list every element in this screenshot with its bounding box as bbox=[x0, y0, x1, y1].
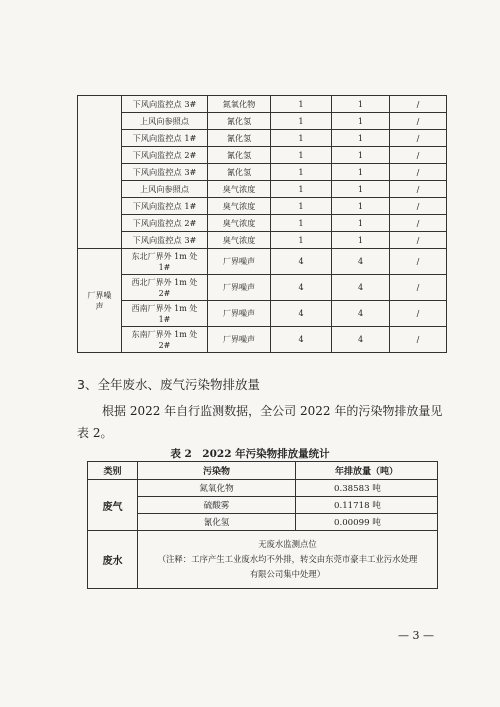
count-cell: 4 bbox=[332, 249, 390, 275]
count-cell: 4 bbox=[271, 249, 332, 275]
monitor-point: 下风向监控点 3# bbox=[122, 164, 208, 181]
noise-point-line1: 东南厂界外 1m 处 bbox=[131, 329, 198, 339]
table-row bbox=[88, 480, 438, 497]
noise-point bbox=[122, 301, 208, 327]
monitor-item: 氮氧化物 bbox=[208, 96, 271, 113]
count-cell: 1 bbox=[271, 147, 332, 164]
monitor-item: 臭气浓度 bbox=[208, 232, 271, 249]
section-heading: 3、全年废水、废气污染物排放量 bbox=[77, 377, 260, 392]
note-cell: / bbox=[390, 215, 447, 232]
count-cell: 1 bbox=[332, 147, 390, 164]
note-cell: / bbox=[390, 301, 447, 327]
water-note-cell bbox=[138, 531, 438, 589]
note-cell: / bbox=[390, 113, 447, 130]
group-cell-blank bbox=[78, 96, 122, 249]
table-row bbox=[78, 249, 447, 275]
noise-point-line1: 东北厂界外 1m 处 bbox=[131, 251, 198, 261]
note-cell: / bbox=[390, 130, 447, 147]
table-row bbox=[78, 275, 447, 301]
count-cell: 1 bbox=[332, 215, 390, 232]
noise-group-label bbox=[78, 249, 122, 353]
pollutant-cell: 氮氧化物 bbox=[138, 480, 296, 497]
monitor-point: 下风向监控点 1# bbox=[122, 198, 208, 215]
category-gas: 废气 bbox=[88, 480, 138, 531]
table-row bbox=[78, 215, 447, 232]
monitor-item: 厂界噪声 bbox=[208, 249, 271, 275]
table-row bbox=[78, 198, 447, 215]
header-category: 类别 bbox=[88, 462, 138, 480]
table-row bbox=[78, 164, 447, 181]
note-cell: / bbox=[390, 232, 447, 249]
page-number: — 3 — bbox=[398, 629, 434, 642]
monitor-point: 下风向监控点 2# bbox=[122, 215, 208, 232]
noise-point-line1: 西北厂界外 1m 处 bbox=[131, 277, 198, 287]
table-row bbox=[78, 113, 447, 130]
count-cell: 1 bbox=[271, 198, 332, 215]
count-cell: 1 bbox=[271, 215, 332, 232]
table-row bbox=[78, 96, 447, 113]
table-row bbox=[78, 327, 447, 353]
emission-table bbox=[87, 461, 438, 589]
category-water: 废水 bbox=[88, 531, 138, 589]
monitor-item: 氰化氢 bbox=[208, 130, 271, 147]
monitor-item: 厂界噪声 bbox=[208, 301, 271, 327]
header-amount: 年排放量（吨） bbox=[296, 462, 438, 480]
amount-cell: 0.11718 吨 bbox=[296, 497, 438, 514]
count-cell: 1 bbox=[332, 181, 390, 198]
count-cell: 1 bbox=[271, 232, 332, 249]
table-caption: 表 2 2022 年污染物排放量统计 bbox=[170, 448, 330, 460]
note-cell: / bbox=[390, 147, 447, 164]
count-cell: 4 bbox=[271, 301, 332, 327]
count-cell: 1 bbox=[271, 181, 332, 198]
water-note-line3: 有限公司集中处理） bbox=[249, 569, 326, 579]
pollutant-cell: 硫酸雾 bbox=[138, 497, 296, 514]
count-cell: 1 bbox=[332, 164, 390, 181]
monitoring-table bbox=[77, 95, 447, 353]
water-note-line1: 无废水监测点位 bbox=[258, 539, 317, 549]
count-cell: 1 bbox=[271, 130, 332, 147]
amount-cell: 0.00099 吨 bbox=[296, 514, 438, 531]
monitor-point: 下风向监控点 2# bbox=[122, 147, 208, 164]
monitor-item: 氰化氢 bbox=[208, 147, 271, 164]
table-row bbox=[78, 130, 447, 147]
monitor-item: 氰化氢 bbox=[208, 113, 271, 130]
noise-point-line1: 西南厂界外 1m 处 bbox=[131, 303, 198, 313]
noise-point-line2: 1# bbox=[158, 314, 171, 324]
noise-point bbox=[122, 249, 208, 275]
count-cell: 1 bbox=[271, 96, 332, 113]
count-cell: 1 bbox=[332, 130, 390, 147]
table-row bbox=[88, 531, 438, 589]
monitor-item: 氰化氢 bbox=[208, 164, 271, 181]
monitor-point: 上风向参照点 bbox=[122, 181, 208, 198]
table-row bbox=[88, 497, 438, 514]
pollutant-cell: 氰化氢 bbox=[138, 514, 296, 531]
note-cell: / bbox=[390, 275, 447, 301]
note-cell: / bbox=[390, 96, 447, 113]
monitor-item: 臭气浓度 bbox=[208, 215, 271, 232]
table-row bbox=[78, 147, 447, 164]
monitor-item: 臭气浓度 bbox=[208, 181, 271, 198]
count-cell: 1 bbox=[332, 96, 390, 113]
count-cell: 4 bbox=[271, 327, 332, 353]
water-note-line2: （注释：工序产生工业废水均不外排，转交由东莞市豪丰工业污水处理 bbox=[157, 554, 418, 564]
monitor-point: 下风向监控点 3# bbox=[122, 96, 208, 113]
noise-group-text: 厂界噪声 bbox=[87, 290, 112, 311]
count-cell: 4 bbox=[271, 275, 332, 301]
note-cell: / bbox=[390, 198, 447, 215]
noise-point-line2: 2# bbox=[158, 340, 171, 350]
amount-cell: 0.38583 吨 bbox=[296, 480, 438, 497]
note-cell: / bbox=[390, 327, 447, 353]
count-cell: 1 bbox=[332, 198, 390, 215]
header-pollutant: 污染物 bbox=[138, 462, 296, 480]
monitor-item: 臭气浓度 bbox=[208, 198, 271, 215]
table-row bbox=[88, 514, 438, 531]
noise-point bbox=[122, 275, 208, 301]
note-cell: / bbox=[390, 164, 447, 181]
monitor-point: 上风向参照点 bbox=[122, 113, 208, 130]
note-cell: / bbox=[390, 249, 447, 275]
monitor-point: 下风向监控点 3# bbox=[122, 232, 208, 249]
note-cell: / bbox=[390, 181, 447, 198]
section-paragraph: 根据 2022 年自行监测数据，全公司 2022 年的污染物排放量见表 2。 bbox=[77, 404, 443, 440]
monitor-item: 厂界噪声 bbox=[208, 327, 271, 353]
count-cell: 1 bbox=[332, 232, 390, 249]
noise-point-line2: 1# bbox=[158, 262, 171, 272]
count-cell: 1 bbox=[271, 164, 332, 181]
noise-point-line2: 2# bbox=[158, 288, 171, 298]
table-row bbox=[78, 181, 447, 198]
count-cell: 1 bbox=[271, 113, 332, 130]
table-header-row bbox=[88, 462, 438, 480]
count-cell: 4 bbox=[332, 327, 390, 353]
table-row bbox=[78, 301, 447, 327]
monitor-point: 下风向监控点 1# bbox=[122, 130, 208, 147]
count-cell: 4 bbox=[332, 275, 390, 301]
count-cell: 4 bbox=[332, 301, 390, 327]
noise-point bbox=[122, 327, 208, 353]
table-row bbox=[78, 232, 447, 249]
count-cell: 1 bbox=[332, 113, 390, 130]
monitor-item: 厂界噪声 bbox=[208, 275, 271, 301]
